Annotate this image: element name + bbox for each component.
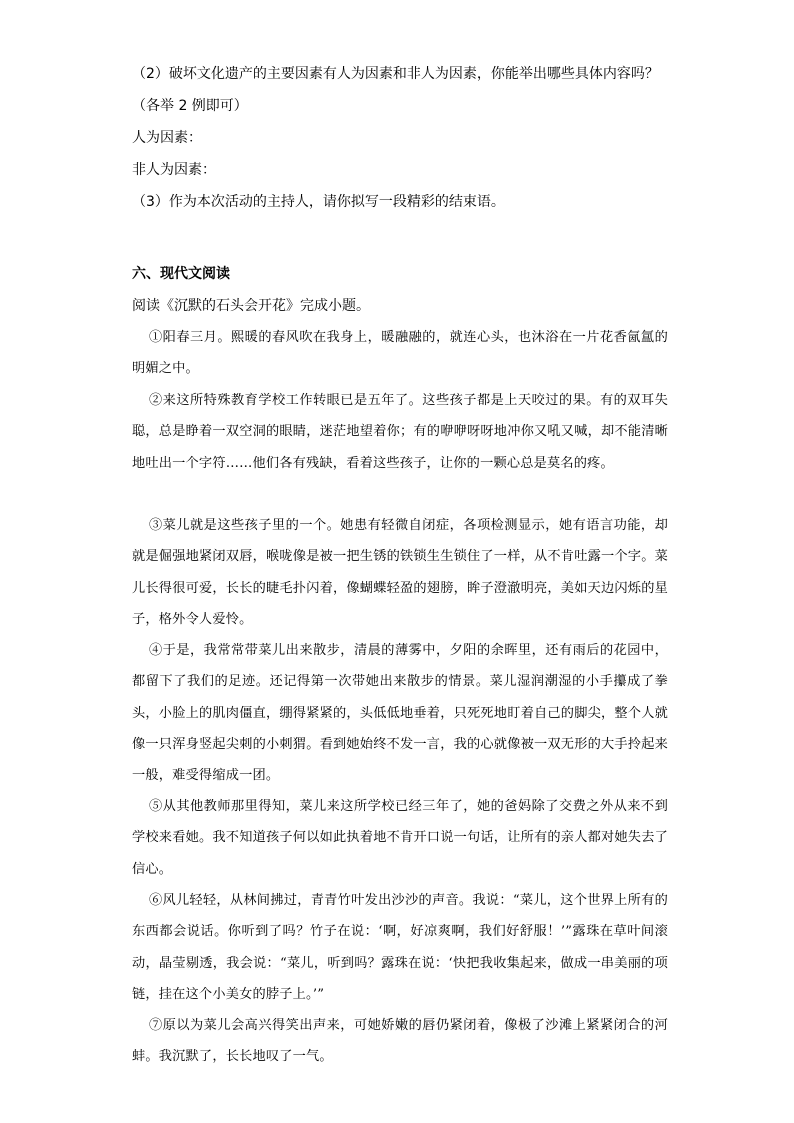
paragraph-2: ②来这所特殊教育学校工作转眼已是五年了。这些孩子都是上天咬过的果。有的双耳失聪，总是睁着一双空洞的眼睛，迷茫地望着你；有的咿咿呀呀地冲你又吼又喊，却不能清晰地吐出一个字符……他们各有残缺，看着这些孩子，让你的一颗心总是莫名的疼。 [132,393,668,471]
question-2-note: （各举 2 例即可） [132,98,248,114]
paragraph-4: ④于是，我常常带菜儿出来散步，清晨的薄雾中，夕阳的余晖里，还有雨后的花园中，都留下了我们的足迹。还记得第一次带她出来散步的情景。菜儿湿润潮湿的小手攥成了拳头，小脸上的肌肉僵直，绷得紧紧的，头低低地垂着，只死死地盯着自己的脚尖，整个人就像一只浑身竖起尖刺的小刺猬。看到她始终不发一言，我的心就像被一双无形的大手拎起来一般，难受得缩成一团。 [132,643,668,784]
nonhuman-factors-label: 非人为因素： [132,162,216,178]
paragraph-3: ③菜儿就是这些孩子里的一个。她患有轻微自闭症，各项检测显示，她有语言功能，却就是倔强地紧闭双唇，喉咙像是被一把生锈的铁锁生生锁住了一样，从不肯吐露一个字。菜儿长得很可爱，长长的睫毛扑闪着，像蝴蝶轻盈的翅膀，眸子澄澈明亮，美如天边闪烁的星子，格外令人爱怜。 [132,518,668,627]
human-factors-label: 人为因素： [132,130,202,146]
paragraph-1: ①阳春三月。熙暖的春风吹在我身上，暖融融的，就连心头，也沐浴在一片花香氤氲的明媚之中。 [132,330,668,377]
paragraph-7: ⑦原以为菜儿会高兴得笑出声来，可她娇嫩的唇仍紧闭着，像极了沙滩上紧紧闭合的河蚌。我沉默了，长长地叹了一气。 [132,1018,668,1065]
paragraph-5: ⑤从其他教师那里得知，菜儿来这所学校已经三年了，她的爸妈除了交费之外从来不到学校来看她。我不知道孩子何以如此执着地不肯开口说一句话，让所有的亲人都对她失去了信心。 [132,799,668,877]
question-3: （3）作为本次活动的主持人，请你拟写一段精彩的结束语。 [132,194,505,210]
section-title: 六、现代文阅读 [132,266,230,282]
paragraph-6: ⑥风儿轻轻，从林间拂过，青青竹叶发出沙沙的声音。我说：“菜儿，这个世界上所有的东西都会说话。你听到了吗？竹子在说：‘啊，好凉爽啊，我们好舒服！’”露珠在草叶间滚动，晶莹剔透，我会说：“菜儿，听到吗？露珠在说：‘快把我收集起来，做成一串美丽的项链，挂在这个小美女的脖子上。’” [132,893,668,1002]
reading-instruction: 阅读《沉默的石头会开花》完成小题。 [132,298,370,314]
question-2: （2）破坏文化遗产的主要因素有人为因素和非人为因素，你能举出哪些具体内容吗？ [132,66,659,82]
